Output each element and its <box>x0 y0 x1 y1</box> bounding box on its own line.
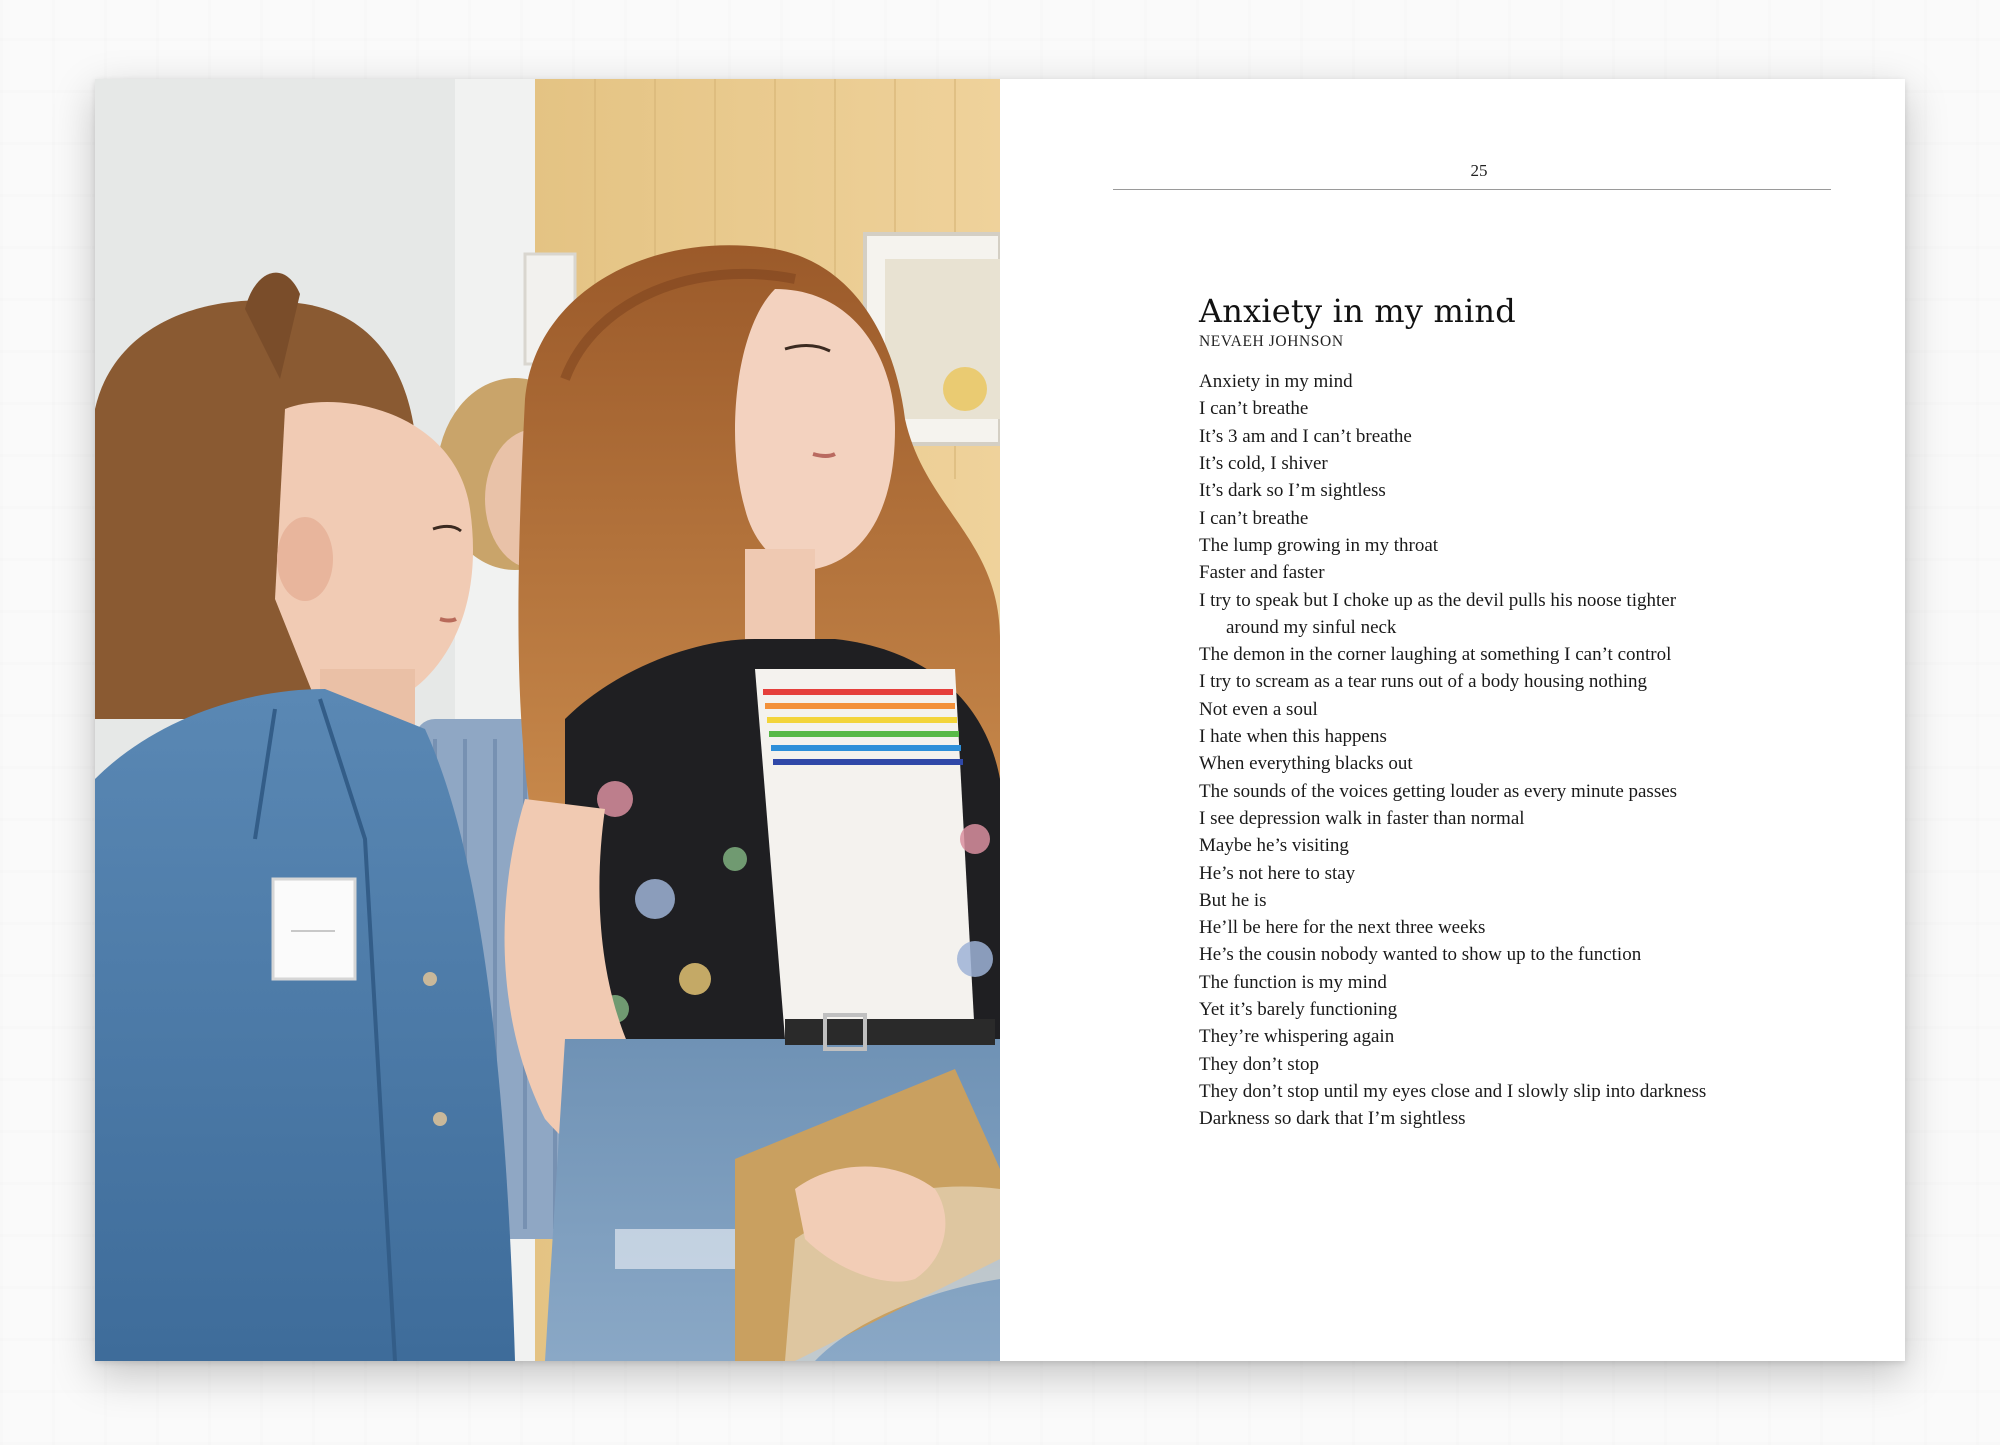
poem-author: NEVAEH JOHNSON <box>1199 333 1344 351</box>
poem-line: I hate when this happens <box>1199 726 1387 748</box>
photo-illustration <box>95 79 1000 1361</box>
poem-line: Yet it’s barely functioning <box>1199 999 1398 1021</box>
poem-line: I try to scream as a tear runs out of a body housing nothing <box>1199 671 1647 693</box>
poem-line: around my sinful neck <box>1226 616 1397 638</box>
poem-title: Anxiety in my mind <box>1199 292 1516 330</box>
poem-line: Maybe he’s visiting <box>1199 835 1349 857</box>
book-spread <box>95 79 1905 1361</box>
poem-line: They don’t stop until my eyes close and I slowly slip into darkness <box>1199 1080 1707 1102</box>
poem-line: He’ll be here for the next three weeks <box>1199 917 1486 939</box>
poem-line: But he is <box>1199 889 1267 911</box>
header-rule <box>1113 189 1831 190</box>
poem-line: When everything blacks out <box>1199 753 1413 775</box>
poem-line: He’s the cousin nobody wanted to show up to the function <box>1199 944 1642 966</box>
poem-photo <box>95 79 1000 1361</box>
poem-line: The lump growing in my throat <box>1199 534 1439 556</box>
poem-line: It’s cold, I shiver <box>1199 453 1328 475</box>
text-page <box>1000 79 1905 1361</box>
poem-line: Not even a soul <box>1199 698 1318 720</box>
poem-line: They’re whispering again <box>1199 1026 1395 1048</box>
poem-line: Darkness so dark that I’m sightless <box>1199 1108 1466 1130</box>
poem-line: It’s dark so I’m sightless <box>1199 480 1386 502</box>
poem-line: I can’t breathe <box>1199 507 1309 529</box>
poem-line: It’s 3 am and I can’t breathe <box>1199 425 1412 447</box>
poem-line: I try to speak but I choke up as the devil pulls his noose tighter <box>1199 589 1677 611</box>
poem-line: The demon in the corner laughing at something I can’t control <box>1199 644 1672 666</box>
poem-line: The sounds of the voices getting louder as every minute passes <box>1199 780 1678 802</box>
poem-line: Faster and faster <box>1199 562 1325 584</box>
poem-line: I see depression walk in faster than normal <box>1199 807 1525 829</box>
poem-line: Anxiety in my mind <box>1199 371 1353 393</box>
page-number <box>1000 161 1905 181</box>
poem-line: He’s not here to stay <box>1199 862 1356 884</box>
page-number-text: 25 <box>1470 161 1488 180</box>
poem <box>1199 294 1839 1133</box>
poem-lines <box>1199 368 1839 1132</box>
poem-line: I can’t breathe <box>1199 398 1309 420</box>
poem-line: They don’t stop <box>1199 1053 1319 1075</box>
poem-line: The function is my mind <box>1199 971 1387 993</box>
